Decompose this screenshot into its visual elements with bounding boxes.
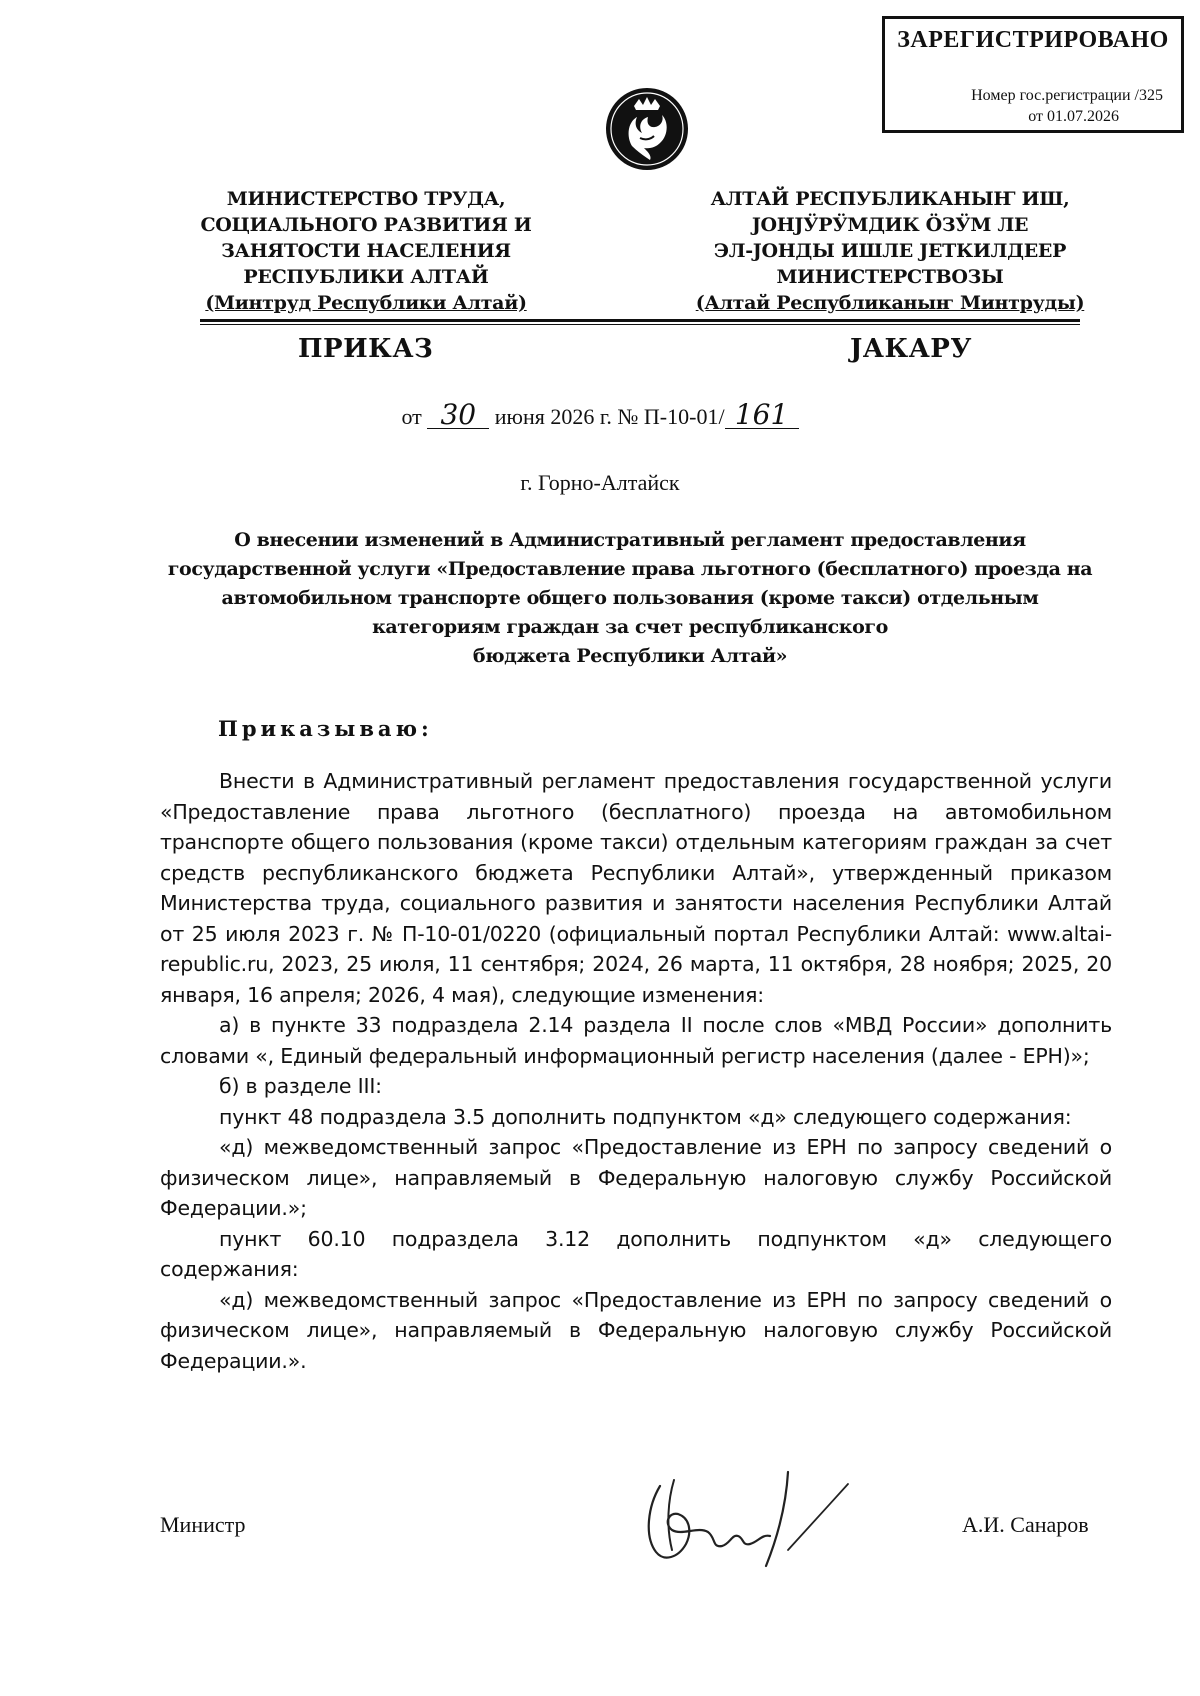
body-paragraph: а) в пункте 33 подраздела 2.14 раздела II после слов «МВД России» дополнить словами «, Единый федеральный информационный регистр населения (далее - ЕРН)»; (160, 1013, 1112, 1068)
header-abbreviation: (Минтруд Республики Алтай) (205, 292, 527, 314)
title-line: государственной услуги «Предоставление права льготного (бесплатного) проезда на (167, 558, 1093, 580)
body-paragraph: пункт 60.10 подраздела 3.12 дополнить подпунктом «д» следующего содержания: (160, 1226, 1112, 1281)
header-line: ЗАНЯТОСТИ НАСЕЛЕНИЯ (221, 240, 511, 262)
header-line: СОЦИАЛЬНОГО РАЗВИТИЯ И (200, 214, 532, 236)
header-line: АЛТАЙ РЕСПУБЛИКАНЫҤ ИШ, (710, 188, 1070, 210)
body-paragraph: пункт 48 подраздела 3.5 дополнить подпунктом «д» следующего содержания: (219, 1104, 1072, 1129)
handwritten-signature-icon (638, 1466, 868, 1576)
decree-heading: Приказываю: (218, 716, 433, 741)
handwritten-order-number: 161 (725, 402, 799, 429)
body-paragraph: «д) межведомственный запрос «Предоставление из ЕРН по запросу сведений о физическом лице», направляемый в Федеральную налоговую службу Российской Федерации.». (160, 1287, 1112, 1373)
city-line: г. Горно-Алтайск (520, 470, 680, 495)
title-line: категориям граждан за счет республиканского (372, 616, 888, 638)
date-month-number: июня 2026 г. № П-10-01/ (494, 404, 725, 429)
signatory-name: А.И. Санаров (962, 1512, 1089, 1537)
header-divider-thick (200, 319, 1080, 322)
body-paragraph: «д) межведомственный запрос «Предоставление из ЕРН по запросу сведений о физическом лице», направляемый в Федеральную налоговую службу Российской Федерации.»; (160, 1135, 1112, 1220)
stamp-title: ЗАРЕГИСТРИРОВАНО (897, 27, 1169, 53)
header-line: ЈОНЈӰРӰМДИК ӦЗӰМ ЛЕ (751, 214, 1029, 236)
header-line: РЕСПУБЛИКИ АЛТАЙ (243, 266, 489, 288)
header-abbreviation: (Алтай Республиканыҥ Минтруды) (695, 292, 1085, 314)
registration-stamp (882, 16, 1184, 133)
body-paragraph: Внести в Административный регламент предоставления государственной услуги «Предоставление права льготного (бесплатного) проезда на автомобильном транспорте общего пользования (кроме такси) отдельным категориям граждан за счет средств республиканского бюджета Республики Алтай», утвержденный приказом Министерства труда, социального развития и занятости населения Республики Алтай от 25 июля 2023 г. № П-10-01/0220 (официальный портал Республики Алтай: www.altai-republic.ru, 2023, 25 июля, 11 сентября; 2024, 26 марта, 11 октября, 28 ноября; 2025, 20 января, 16 апреля; 2026, 4 мая), следующие изменения: (160, 769, 1112, 1007)
title-line: бюджета Республики Алтай» (472, 645, 788, 667)
document-body (160, 766, 1112, 1376)
signatory-position: Министр (160, 1512, 246, 1537)
stamp-registration-date: от 01.07.2026 (1028, 108, 1119, 125)
title-line: О внесении изменений в Административный регламент предоставления (234, 529, 1026, 551)
ministry-header-russian (156, 186, 576, 316)
header-line: ЭЛ-ЈОНДЫ ИШЛЕ ЈЕТКИЛДЕЕР (713, 240, 1067, 262)
order-heading-altai: ЈАКАРУ (850, 334, 972, 364)
header-line: МИНИСТЕРСТВОЗЫ (776, 266, 1004, 288)
order-date-line (0, 398, 1200, 431)
date-prefix: от (401, 404, 422, 429)
title-line: автомобильном транспорте общего пользования (кроме такси) отдельным (221, 587, 1039, 609)
header-line: МИНИСТЕРСТВО ТРУДА, (226, 188, 506, 210)
ministry-header-altai (680, 186, 1100, 316)
stamp-registration-number: Номер гос.регистрации /325 (971, 87, 1163, 104)
coat-of-arms-icon (604, 86, 690, 172)
document-title (150, 526, 1110, 671)
order-heading-russian: ПРИКАЗ (298, 334, 434, 364)
handwritten-day: 30 (427, 402, 489, 429)
body-paragraph: б) в разделе III: (219, 1074, 382, 1098)
header-divider-thin (200, 324, 1080, 325)
